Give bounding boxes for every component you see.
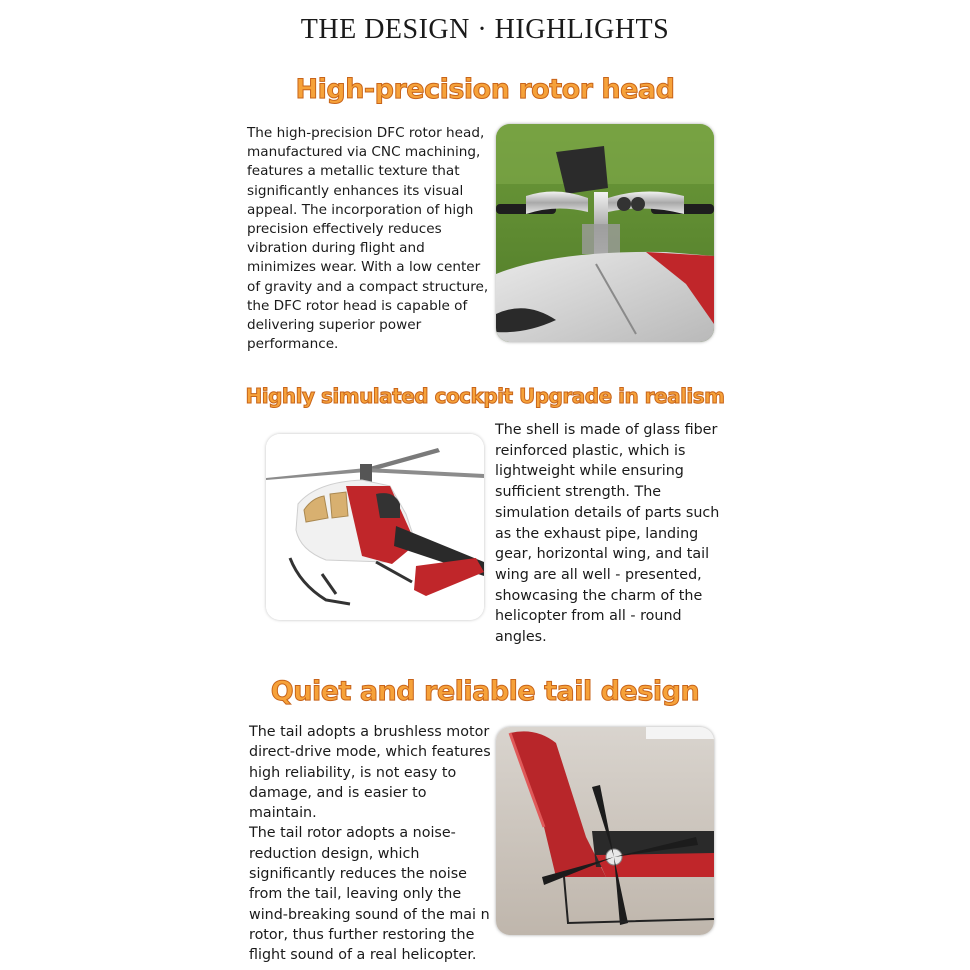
section-text-tail-design: The tail adopts a brushless motor direct-drive mode, which features high reliability, is not easy to damage, and is easier to maintain. The tail rotor adopts a noise-reduction design, which significantly reduces the noise from the tail, leaving only the wind-breaking sound of the mai n rotor, thus further restoring the flight sound of a real helicopter. xyxy=(249,724,491,964)
tail-rotor-photo xyxy=(496,727,714,935)
section-heading-tail-design: Quiet and reliable tail design xyxy=(270,676,700,707)
page-title: THE DESIGN · HIGHLIGHTS xyxy=(300,14,670,45)
section-text-cockpit: The shell is made of glass fiber reinforced plastic, which is lightweight while ensuring sufficient strength. The simulation details of parts such as the exhaust pipe, landing gear, horizontal wing, and tail wing are all well - presented, showcasing the charm of the helicopter from all - round angles. xyxy=(495,422,720,646)
section-text-rotor-head: The high-precision DFC rotor head, manufactured via CNC machining, features a metallic texture that significantly enhances its visual appeal. The incorporation of high precision effectively reduces vibration during flight and minimizes wear. With a low center of gravity and a compact structure, the DFC rotor head is capable of delivering superior power performance. xyxy=(247,125,489,353)
rotor-head-photo xyxy=(496,124,714,342)
section-heading-rotor-head: High-precision rotor head xyxy=(295,74,675,105)
section-heading-cockpit: Highly simulated cockpit Upgrade in realism xyxy=(245,384,725,408)
helicopter-side-photo xyxy=(266,434,484,620)
